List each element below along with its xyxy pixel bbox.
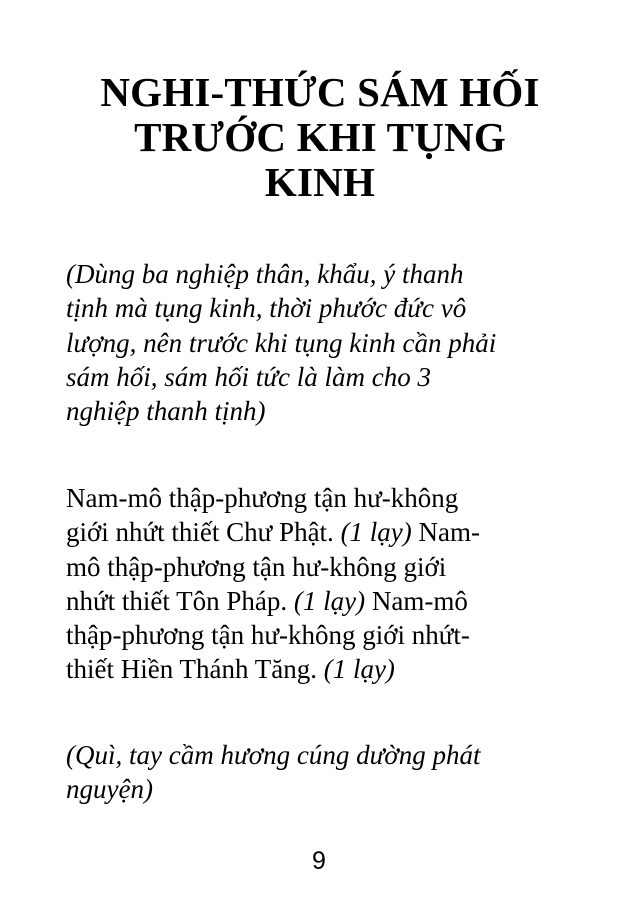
prayer-text [66,481,586,687]
prayer-line-6-text: thiết Hiền Thánh Tăng. [66,654,317,685]
prayer-line-2-tail: Nam- [418,517,481,548]
closing-note [66,738,586,807]
prayer-line-3: mô thập-phương tận hư-không giới [66,551,447,582]
page-number: 9 [312,847,326,875]
closing-note-line-2: nguyện) [66,774,153,805]
intro-note-line-1: (Dùng ba nghiệp thân, khẩu, ý thanh [66,259,464,289]
title-line-1: NGHI-THỨC SÁM HỐI [100,69,540,115]
prayer-line-5: thập-phương tận hư-không giới nhứt- [66,620,470,651]
prayer-line-6 [66,652,586,686]
prayer-line-4-tail: Nam-mô [371,585,468,616]
prayer-line-4-text: nhứt thiết Tôn Pháp. [66,585,288,616]
prayer-line-1: Nam-mô thập-phương tận hư-không [66,483,459,513]
prostration-note-3: (1 lạy) [323,654,395,685]
closing-note-line-1: (Quì, tay cầm hương cúng dường phát [66,740,481,770]
intro-note-line-2: tịnh mà tụng kinh, thời phước đức vô [66,293,467,324]
intro-note [66,257,586,428]
intro-note-line-3: lượng, nên trước khi tụng kinh cần phải [66,327,497,358]
prostration-note-1: (1 lạy) [340,517,412,548]
prayer-line-4 [66,584,586,618]
page-title [60,70,580,205]
prostration-note-2: (1 lạy) [293,585,366,616]
prayer-line-2 [66,515,586,549]
intro-note-line-4: sám hối, sám hối tức là làm cho 3 [66,361,431,392]
title-line-2: TRƯỚC KHI TỤNG [134,114,506,160]
title-line-3: KINH [264,159,376,205]
prayer-line-2-text: giới nhứt thiết Chư Phật. [66,517,334,548]
intro-note-line-5: nghiệp thanh tịnh) [66,396,266,427]
